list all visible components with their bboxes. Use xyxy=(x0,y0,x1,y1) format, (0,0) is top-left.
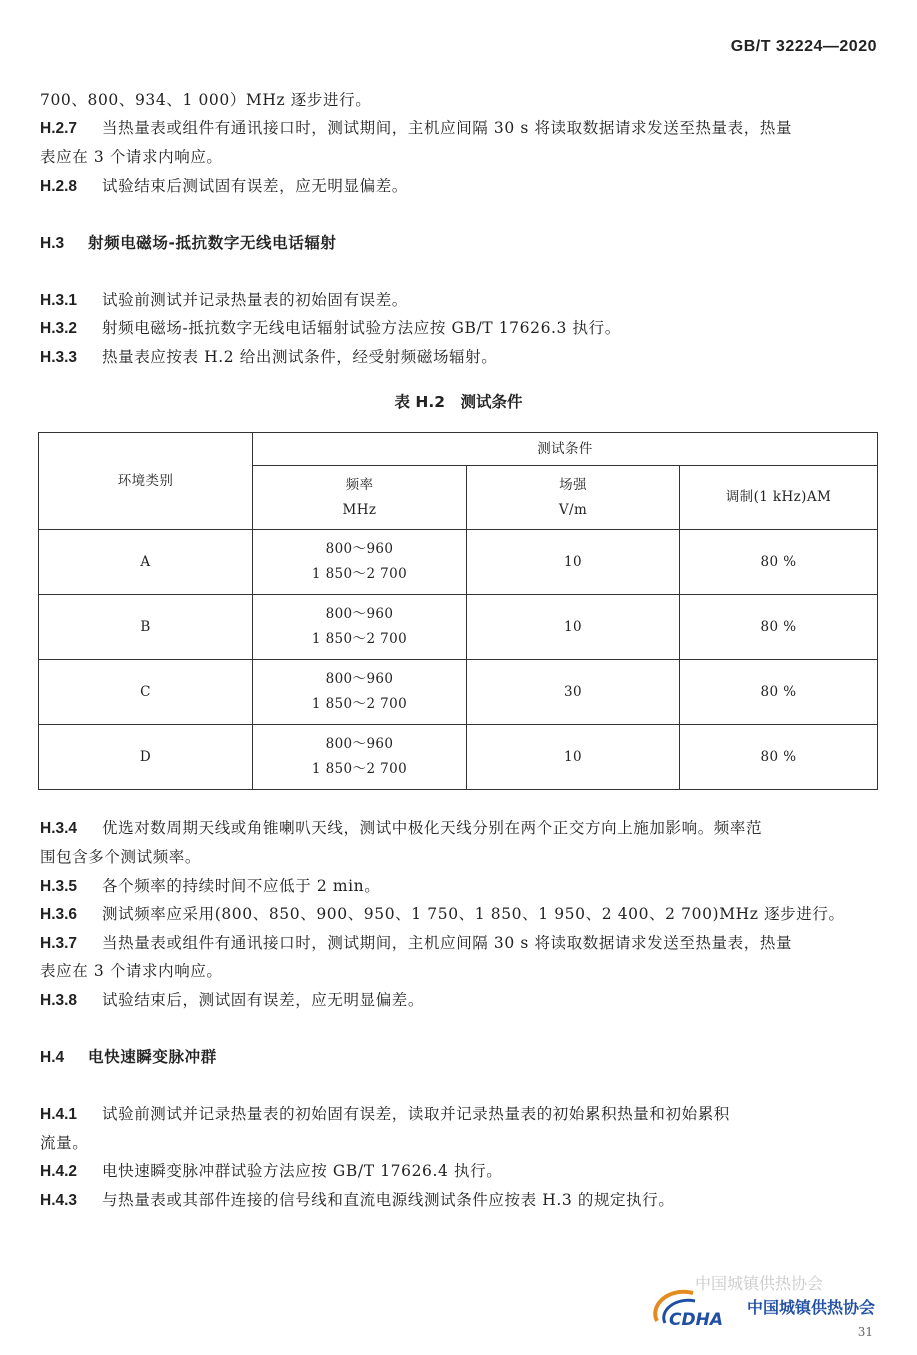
table-row xyxy=(39,595,878,660)
paragraph-h42 xyxy=(40,1161,880,1182)
cell-env: D xyxy=(39,725,253,790)
paragraph-h32 xyxy=(40,318,880,339)
paragraph-text: 各个频率的持续时间不应低于 2 min。 xyxy=(102,877,381,895)
paragraph-text: 热量表应按表 H.2 给出测试条件，经受射频磁场辐射。 xyxy=(102,348,498,366)
test-conditions-table xyxy=(38,432,878,790)
paragraph-text: 试验前测试并记录热量表的初始固有误差，读取并记录热量表的初始累积热量和初始累积 xyxy=(102,1105,730,1123)
clause-number: H.3.5 xyxy=(40,878,78,895)
paragraph-h28 xyxy=(40,176,880,197)
paragraph-text: 试验前测试并记录热量表的初始固有误差。 xyxy=(102,291,408,309)
svg-text:CDHA: CDHA xyxy=(669,1310,723,1330)
clause-number: H.3.7 xyxy=(40,935,78,952)
clause-number: H.3.6 xyxy=(40,906,78,923)
paragraph-h35 xyxy=(40,876,880,897)
paragraph-h41 xyxy=(40,1104,880,1125)
clause-number: H.4.3 xyxy=(40,1192,78,1209)
paragraph-h34-cont: 围包含多个测试频率。 xyxy=(40,848,202,866)
section-number: H.4 xyxy=(40,1049,65,1066)
paragraph-text: 优选对数周期天线或角锥喇叭天线，测试中极化天线分别在两个正交方向上施加影响。频率范 xyxy=(102,819,763,837)
header-modulation: 调制(1 kHz)AM xyxy=(680,466,878,530)
table-caption: 表 H.2 测试条件 xyxy=(394,393,523,411)
page-number: 31 xyxy=(857,1325,873,1339)
cell-freq: 800～960 1 850～2 700 xyxy=(253,660,467,725)
page-header: GB/T 32224—2020 xyxy=(730,38,877,55)
cell-field: 30 xyxy=(467,660,680,725)
paragraph-text: 当热量表或组件有通讯接口时，测试期间，主机应间隔 30 s 将读取数据请求发送至热量表，热量 xyxy=(102,119,793,137)
cell-mod: 80 % xyxy=(680,660,878,725)
paragraph-h27-cont: 表应在 3 个请求内响应。 xyxy=(40,148,223,166)
org-name: 中国城镇供热协会 xyxy=(747,1298,876,1317)
paragraph-h37 xyxy=(40,933,880,954)
clause-number: H.4.2 xyxy=(40,1163,78,1180)
clause-number: H.3.4 xyxy=(40,820,78,837)
cell-freq: 800～960 1 850～2 700 xyxy=(253,530,467,595)
cell-field: 10 xyxy=(467,530,680,595)
paragraph-text: 电快速瞬变脉冲群试验方法应按 GB/T 17626.4 执行。 xyxy=(102,1162,503,1180)
paragraph-text: 试验结束后，测试固有误差，应无明显偏差。 xyxy=(102,991,425,1009)
org-name-watermark: 中国城镇供热协会 xyxy=(695,1274,824,1293)
paragraph-h33 xyxy=(40,347,880,368)
clause-number: H.2.7 xyxy=(40,120,78,137)
paragraph-h41-cont: 流量。 xyxy=(40,1134,89,1152)
cell-mod: 80 % xyxy=(680,725,878,790)
paragraph-text: 射频电磁场-抵抗数字无线电话辐射试验方法应按 GB/T 17626.3 执行。 xyxy=(102,319,621,337)
header-field: 场强 V/m xyxy=(467,466,680,530)
paragraph-h38 xyxy=(40,990,880,1011)
cell-field: 10 xyxy=(467,725,680,790)
cell-freq: 800～960 1 850～2 700 xyxy=(253,595,467,660)
table-row xyxy=(39,660,878,725)
paragraph-h27 xyxy=(40,118,880,139)
cell-env: C xyxy=(39,660,253,725)
paragraph-h36 xyxy=(40,904,880,925)
cell-freq: 800～960 1 850～2 700 xyxy=(253,725,467,790)
clause-number: H.3.3 xyxy=(40,349,78,366)
table-row xyxy=(39,530,878,595)
paragraph-h43 xyxy=(40,1190,880,1211)
cell-mod: 80 % xyxy=(680,530,878,595)
paragraph-text: 与热量表或其部件连接的信号线和直流电源线测试条件应按表 H.3 的规定执行。 xyxy=(102,1191,675,1209)
cell-env: A xyxy=(39,530,253,595)
clause-number: H.4.1 xyxy=(40,1106,78,1123)
clause-number: H.3.1 xyxy=(40,292,78,309)
clause-number: H.3.8 xyxy=(40,992,78,1009)
section-title: 射频电磁场-抵抗数字无线电话辐射 xyxy=(88,234,337,252)
clause-number: H.3.2 xyxy=(40,320,78,337)
header-group: 测试条件 xyxy=(253,433,878,466)
paragraph-text: 测试频率应采用(800、850、900、950、1 750、1 850、1 950、2 400、2 700)MHz 逐步进行。 xyxy=(102,905,845,923)
section-heading-h3 xyxy=(40,233,880,254)
clause-number: H.2.8 xyxy=(40,178,78,195)
cell-mod: 80 % xyxy=(680,595,878,660)
section-number: H.3 xyxy=(40,235,65,252)
paragraph-h34 xyxy=(40,818,880,839)
cell-field: 10 xyxy=(467,595,680,660)
table-row xyxy=(39,725,878,790)
paragraph-h37-cont: 表应在 3 个请求内响应。 xyxy=(40,962,223,980)
section-heading-h4 xyxy=(40,1047,880,1068)
header-env: 环境类别 xyxy=(39,433,253,530)
section-title: 电快速瞬变脉冲群 xyxy=(88,1048,217,1066)
paragraph-h31 xyxy=(40,290,880,311)
paragraph-text: 试验结束后测试固有误差，应无明显偏差。 xyxy=(102,177,408,195)
paragraph-text: 当热量表或组件有通讯接口时，测试期间，主机应间隔 30 s 将读取数据请求发送至热量表，热量 xyxy=(102,934,793,952)
header-freq: 频率 MHz xyxy=(253,466,467,530)
cell-env: B xyxy=(39,595,253,660)
paragraph-continuation: 700、800、934、1 000）MHz 逐步进行。 xyxy=(40,91,372,109)
